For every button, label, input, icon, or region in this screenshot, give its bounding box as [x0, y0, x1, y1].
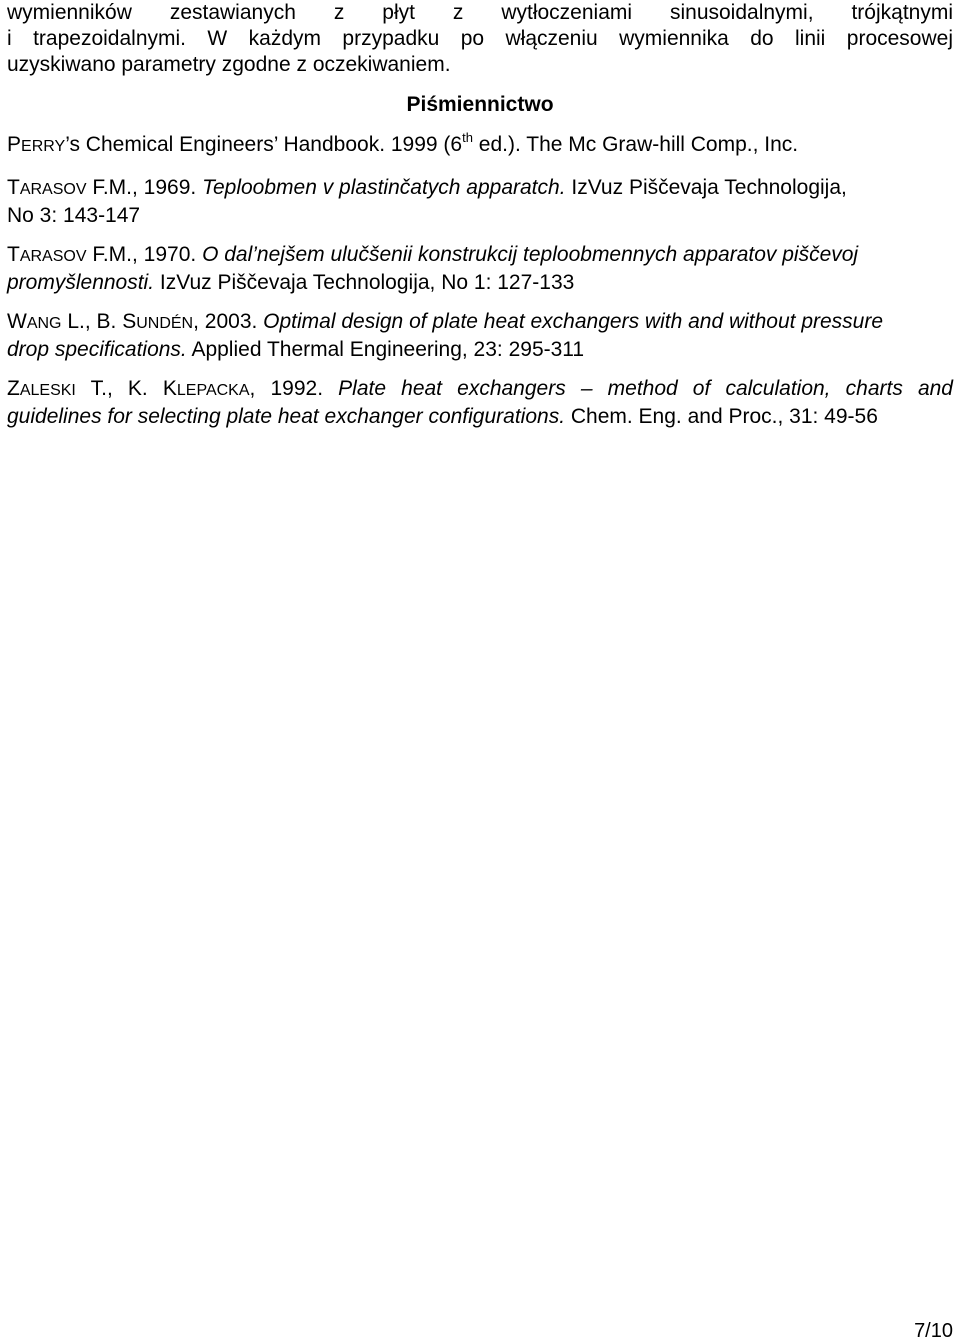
reference-title: Plate heat exchangers – method of calculation, charts and: [338, 377, 953, 400]
author-name: ARASOV: [19, 248, 87, 265]
author-initial: S: [122, 310, 137, 333]
reference-perry: [7, 132, 953, 160]
author-name: ERRY: [21, 138, 66, 155]
reference-tarasov-1970: [7, 242, 953, 296]
author-initial: K: [162, 377, 177, 400]
page-number: 7/10: [914, 1320, 953, 1342]
reference-title: promyšlennosti.: [7, 271, 155, 294]
author-initial: P: [7, 133, 22, 156]
intro-line-1: wymienników zestawianych z płyt z wytłoczeniami sinusoidalnymi, trójkątnymi: [7, 1, 953, 24]
reference-title: guidelines for selecting plate heat exchanger configurations.: [7, 405, 566, 428]
author-initial: T: [7, 243, 20, 266]
reference-text: , 1992.: [249, 377, 339, 400]
reference-text: ’s Chemical Engineers’ Handbook. 1999 (6: [65, 133, 463, 156]
reference-text: L., B.: [61, 310, 123, 333]
reference-text: No 3: 143-147: [7, 204, 141, 227]
reference-text: , 2003.: [193, 310, 264, 333]
author-name: ALESKI: [19, 382, 76, 399]
intro-line-3: uzyskiwano parametry zgodne z oczekiwaniem.: [7, 53, 451, 76]
reference-text: ed.). The Mc Graw-hill Comp., Inc.: [472, 133, 799, 156]
references-heading: Piśmiennictwo: [406, 93, 554, 116]
intro-paragraph: [7, 0, 953, 78]
edition-superscript: th: [462, 130, 473, 145]
reference-text: F.M., 1969.: [86, 176, 203, 199]
reference-text: Chem. Eng. and Proc., 31: 49-56: [565, 405, 878, 428]
intro-line-2: i trapezoidalnymi. W każdym przypadku po włączeniu wymiennika do linii procesowej: [7, 27, 953, 50]
reference-title: Optimal design of plate heat exchangers with and without pressure: [263, 310, 884, 333]
reference-title: O dal’nejšem ulučšenii konstrukcij teploobmennych apparatov piščevoj: [202, 243, 859, 266]
page-content: [7, 0, 953, 430]
reference-text: IzVuz Piščevaja Technologija,: [565, 176, 847, 199]
reference-title: Teploobmen v plastinčatych apparatch.: [202, 176, 566, 199]
author-initial: Z: [7, 377, 20, 400]
reference-tarasov-1969: [7, 175, 953, 229]
reference-title: drop specifications.: [7, 338, 187, 361]
reference-text: T., K.: [75, 377, 163, 400]
author-initial: W: [7, 310, 27, 333]
reference-text: Applied Thermal Engineering, 23: 295-311: [186, 338, 585, 361]
reference-text: IzVuz Piščevaja Technologija, No 1: 127-133: [154, 271, 575, 294]
reference-wang-2003: [7, 309, 953, 363]
reference-zaleski-1992: [7, 376, 953, 430]
author-name: ARASOV: [19, 181, 87, 198]
author-name: UNDÉN: [136, 315, 194, 332]
author-initial: T: [7, 176, 20, 199]
author-name: ANG: [26, 315, 62, 332]
author-name: LEPACKA: [176, 382, 250, 399]
reference-text: F.M., 1970.: [86, 243, 203, 266]
